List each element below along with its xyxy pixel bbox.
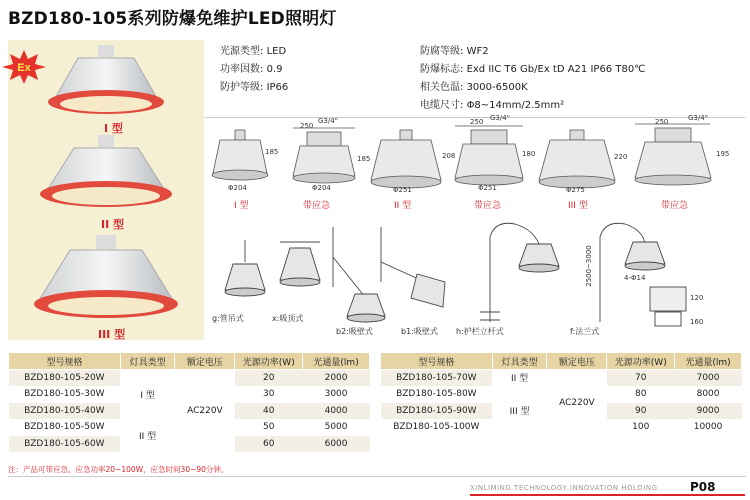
product-photo-panel bbox=[8, 40, 204, 340]
d4-thread: G3/4" bbox=[490, 114, 510, 122]
voltage-cell: AC220V bbox=[547, 370, 607, 436]
type-cell: II 型 bbox=[120, 419, 175, 452]
th-voltage: 额定电压 bbox=[547, 353, 607, 370]
ex-badge bbox=[2, 50, 46, 84]
type-3-label: III 型 bbox=[98, 328, 126, 341]
type-cell: III 型 bbox=[492, 386, 547, 436]
th-model: 型号规格 bbox=[381, 353, 493, 370]
th-type: 灯具类型 bbox=[492, 353, 547, 370]
page-title: BZD180-105系列防爆免维护LED照明灯 bbox=[8, 9, 337, 29]
pole-base: 120 bbox=[690, 294, 704, 302]
type-cell: I 型 bbox=[120, 370, 175, 420]
th-voltage: 额定电压 bbox=[175, 353, 235, 370]
type-2-label: II 型 bbox=[101, 218, 125, 231]
d6-thread: G3/4" bbox=[688, 114, 708, 122]
diagram-type-2 bbox=[371, 130, 441, 188]
mount-wall-b1 bbox=[381, 227, 445, 307]
th-flux: 光通量(lm) bbox=[303, 353, 370, 370]
lamp-type-1-image bbox=[48, 45, 164, 114]
lamp-type-3-image bbox=[34, 235, 178, 318]
diagram-type-1-emergency bbox=[293, 128, 355, 183]
d3-width: Φ251 bbox=[393, 186, 412, 194]
th-power: 光源功率(W) bbox=[607, 353, 675, 370]
mount-label-ceiling: x:吸顶式 bbox=[272, 314, 304, 323]
mount-label-pendant: g:管吊式 bbox=[212, 314, 244, 323]
diagram-label-emergency-3: 带应急 bbox=[661, 201, 689, 211]
table-row: BZD180-105-90W 90 9000 bbox=[381, 403, 742, 420]
d2-width: Φ204 bbox=[312, 184, 331, 192]
spec-table-left bbox=[8, 352, 370, 453]
mount-wall-b2 bbox=[333, 227, 385, 322]
company-name: XINLIMING TECHNOLOGY INNOVATION HOLDING bbox=[470, 484, 658, 492]
mount-label-rail-pole: h:护栏立杆式 bbox=[456, 327, 504, 336]
table-row: BZD180-105-20W I 型 AC220V 20 2000 bbox=[9, 370, 370, 387]
table-row: BZD180-105-50W II 型 50 5000 bbox=[9, 419, 370, 436]
table-row: BZD180-105-30W 30 3000 bbox=[9, 386, 370, 403]
diagram-label-type-2: II 型 bbox=[394, 201, 412, 211]
voltage-cell: AC220V bbox=[175, 370, 235, 453]
th-power: 光源功率(W) bbox=[235, 353, 303, 370]
diagram-label-type-1: I 型 bbox=[234, 201, 249, 211]
d4-width: Φ251 bbox=[478, 184, 497, 192]
spec-color-temp: 相关色温: 3000-6500K bbox=[420, 82, 528, 93]
mount-ceiling bbox=[280, 242, 320, 286]
spec-cable-size: 电缆尺寸: Φ8~14mm/2.5mm² bbox=[420, 100, 565, 111]
dimension-diagrams bbox=[205, 118, 745, 208]
table-row: BZD180-105-80W III 型 80 8000 bbox=[381, 386, 742, 403]
diagram-label-type-3: III 型 bbox=[568, 201, 588, 211]
d6-height: 195 bbox=[716, 150, 730, 158]
spec-ex-mark: 防爆标志: Exd IIC T6 Gb/Ex tD A21 IP66 T80℃ bbox=[420, 64, 646, 75]
table-row: BZD180-105-60W 60 6000 bbox=[9, 436, 370, 453]
th-flux: 光通量(lm) bbox=[675, 353, 742, 370]
mount-label-wall-b1: b1:吸壁式 bbox=[401, 327, 438, 336]
spec-table-right bbox=[380, 352, 742, 436]
diagram-type-2-emergency bbox=[455, 126, 523, 185]
type-cell: II 型 bbox=[492, 370, 547, 387]
pole-holes: 4-Φ14 bbox=[624, 274, 646, 282]
table-row: BZD180-105-100W 100 10000 bbox=[381, 419, 742, 436]
diagram-type-3 bbox=[539, 130, 615, 188]
d3-height: 208 bbox=[442, 152, 456, 160]
mount-label-wall-b2: b2:吸壁式 bbox=[336, 327, 373, 336]
diagram-type-3-emergency bbox=[635, 124, 711, 185]
footer-accent-line bbox=[470, 494, 745, 496]
th-type: 灯具类型 bbox=[120, 353, 175, 370]
d1-height: 185 bbox=[265, 148, 279, 156]
mount-pendant bbox=[225, 240, 265, 296]
table-row: BZD180-105-40W 40 4000 bbox=[9, 403, 370, 420]
pole-height: 2500~3000 bbox=[584, 245, 593, 287]
lamp-type-2-image bbox=[40, 135, 172, 207]
d2-height: 185 bbox=[357, 155, 371, 163]
d2-top: 250 bbox=[300, 122, 314, 130]
spec-light-source: 光源类型: LED bbox=[220, 46, 287, 57]
page-number: P08 bbox=[690, 480, 716, 494]
th-model: 型号规格 bbox=[9, 353, 121, 370]
mount-rail-pole bbox=[480, 223, 559, 322]
type-1-label: I 型 bbox=[104, 122, 123, 135]
d5-width: Φ275 bbox=[566, 186, 585, 194]
spec-protection: 防护等级: IP66 bbox=[220, 82, 289, 93]
ex-badge-text: Ex bbox=[17, 62, 31, 74]
diagram-type-1 bbox=[212, 130, 268, 180]
diagram-label-emergency-2: 带应急 bbox=[474, 201, 502, 211]
table-row: BZD180-105-70W II 型 AC220V 70 7000 bbox=[381, 370, 742, 387]
product-lamps-illustration bbox=[8, 40, 204, 340]
spec-power-factor: 功率因数: 0.9 bbox=[220, 64, 283, 75]
d6-top: 250 bbox=[655, 118, 669, 126]
mount-label-flange: f:法兰式 bbox=[570, 327, 600, 336]
pole-base2: 160 bbox=[690, 318, 704, 326]
d2-thread: G3/4" bbox=[318, 117, 338, 125]
footnote: 注：产品可带应急，应急功率20~100W，应急时间30~90分钟。 bbox=[8, 465, 229, 474]
footer-divider bbox=[8, 476, 746, 477]
d4-top: 250 bbox=[470, 118, 484, 126]
diagram-label-emergency-1: 带应急 bbox=[303, 201, 331, 211]
d1-width: Φ204 bbox=[228, 184, 247, 192]
d4-height: 180 bbox=[522, 150, 536, 158]
d5-height: 220 bbox=[614, 153, 628, 161]
spec-anticorrosion: 防腐等级: WF2 bbox=[420, 46, 489, 57]
